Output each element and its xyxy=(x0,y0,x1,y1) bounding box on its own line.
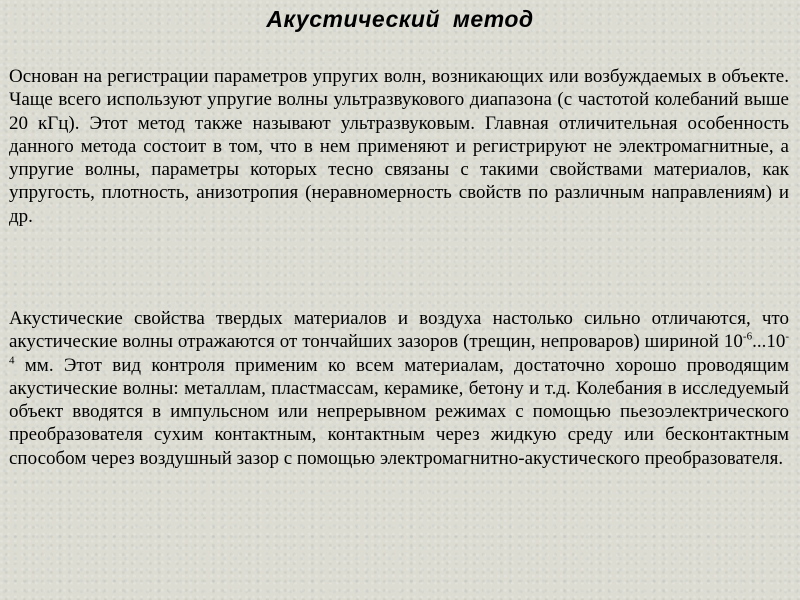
slide-title: Акустический метод xyxy=(266,6,534,32)
paragraph-2-text-start: Акустические свойства твердых материалов и воздуха настолько сильно отличаются, что акустические волны отражаются от тончайших зазоров (трещин, непроваров) шириной xyxy=(9,308,789,353)
paragraph-2 xyxy=(9,307,789,470)
paragraph-1: Основан на регистрации параметров упругих волн, возникающих или возбуждаемых в объекте. Чаще всего используют упругие волны ультразвукового диапазона (с частотой колебаний выше 20 кГц). Этот метод также называют ультразвуковым. Главная отличительная особенность данного метода состоит в том, что в нем применяют и регистрируют не электромагнитные, а упругие волны, параметры которых тесно связаны с такими свойствами материалов, как упругость, плотность, анизотропия (неравномерность свойств по различным направлениям) и др. xyxy=(9,66,789,227)
range-min-base: 10 xyxy=(723,331,743,353)
range-max-base: 10 xyxy=(766,331,786,353)
range-max-exponent: -4 xyxy=(9,330,789,367)
paragraph-2-text-end: мм. Этот вид контроля применим ко всем материалам, достаточно хорошо проводящим акустические волны: металлам, пластмассам, керамике, бетону и т.д. Колебания в исследуемый объект вводятся в импульсном или непрерывном режимах с помощью пьезоэлектрического преобразователя сухим контактным, контактным через жидкую среду или бесконтактным способом через воздушный зазор с помощью электромагнитно-акустического преобразователя. xyxy=(9,354,789,469)
range-min-exponent: -6 xyxy=(742,330,753,343)
range-separator: ... xyxy=(752,331,767,353)
